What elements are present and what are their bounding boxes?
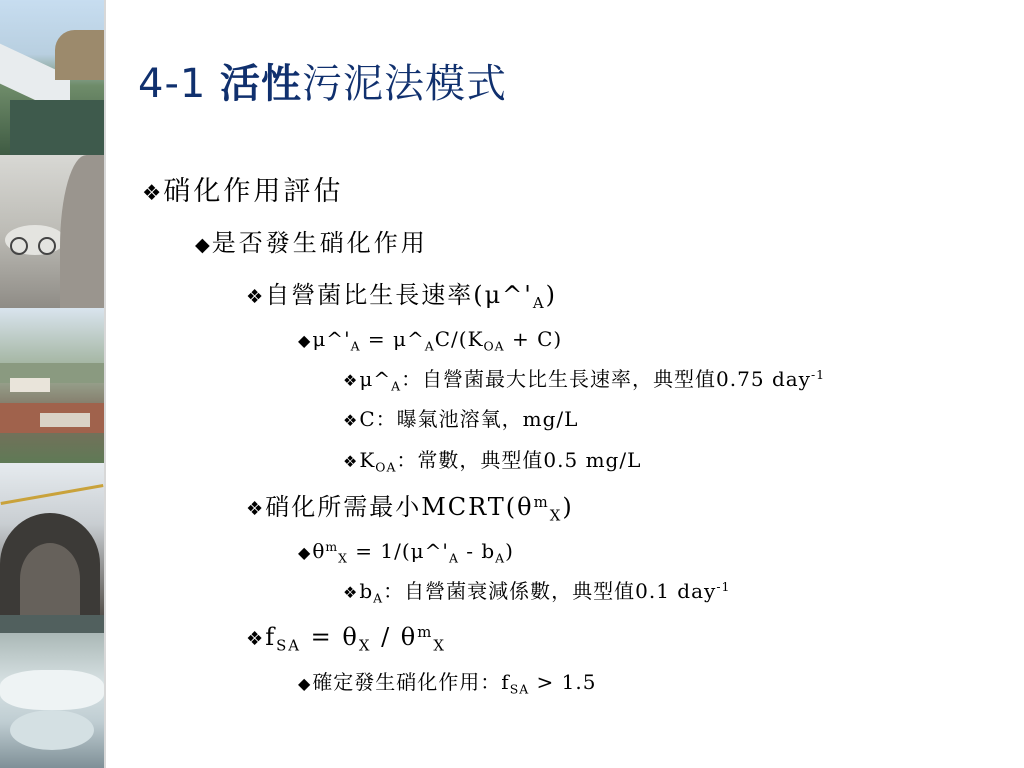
photo-treatment-plant-aerial [0,308,104,463]
definition-line: ❖ $K_{OA}$：常數，典型值0.5 mg/L [343,448,642,475]
formula-line: ◆ $\theta^m_X$ = $1/(\mu\^{}'_A - b_A)$ [298,539,514,566]
bullet-icon: ◆ [195,233,210,256]
bullet-item: $❖f_{SA} = \theta_X / \theta^m_X$ [246,623,446,655]
definition-line: ❖ $\mu\^{}_A$：自營菌最大比生長速率，典型值0.75 day$^{-1}$ [343,367,826,394]
bullet-icon: ❖ [246,627,264,651]
bullet-item: ◆是否發生硝化作用 [195,229,428,257]
bullet-icon: ❖ [343,371,358,390]
bullet-icon: ❖ [343,583,358,602]
strip-divider [104,0,106,768]
definition-line: ❖ C：曝氣池溶氧，mg/L [343,407,579,431]
bullet-icon: ❖ [343,452,358,471]
photo-aeration-tank [0,615,104,768]
bullet-item: ❖自營菌比生長速率$(\mu\^{}'_A)$ [246,281,557,313]
bullet-icon: ❖ [142,181,162,206]
bullet-icon: ◆ [298,331,311,350]
photo-strip [0,0,104,768]
formula-line: ◆ 確定發生硝化作用：$f_{SA} > 1.5$ [298,670,597,697]
photo-construction-crane [0,463,104,615]
photo-dam-spillway [0,0,104,155]
bullet-icon: ❖ [246,497,264,521]
bullet-icon: ◆ [298,674,311,693]
bullet-item: ❖硝化作用評估 [142,176,344,207]
photo-domed-building [0,155,104,308]
formula-line: ◆ $\mu\^{}'_A$ = $\mu\^{}_AC/(K_{OA} + C)$ [298,327,563,354]
bullet-item: ❖硝化所需最小$MCRT(\theta^m_X)$ [246,493,574,525]
bullet-icon: ❖ [246,285,264,308]
definition-line: ❖ $b_A$：自營菌衰減係數，典型值0.1 day$^{-1}$ [343,579,731,606]
bullet-icon: ❖ [343,411,358,430]
slide-title: 4-1 活性污泥法模式 [138,61,508,107]
bullet-icon: ◆ [298,543,311,562]
